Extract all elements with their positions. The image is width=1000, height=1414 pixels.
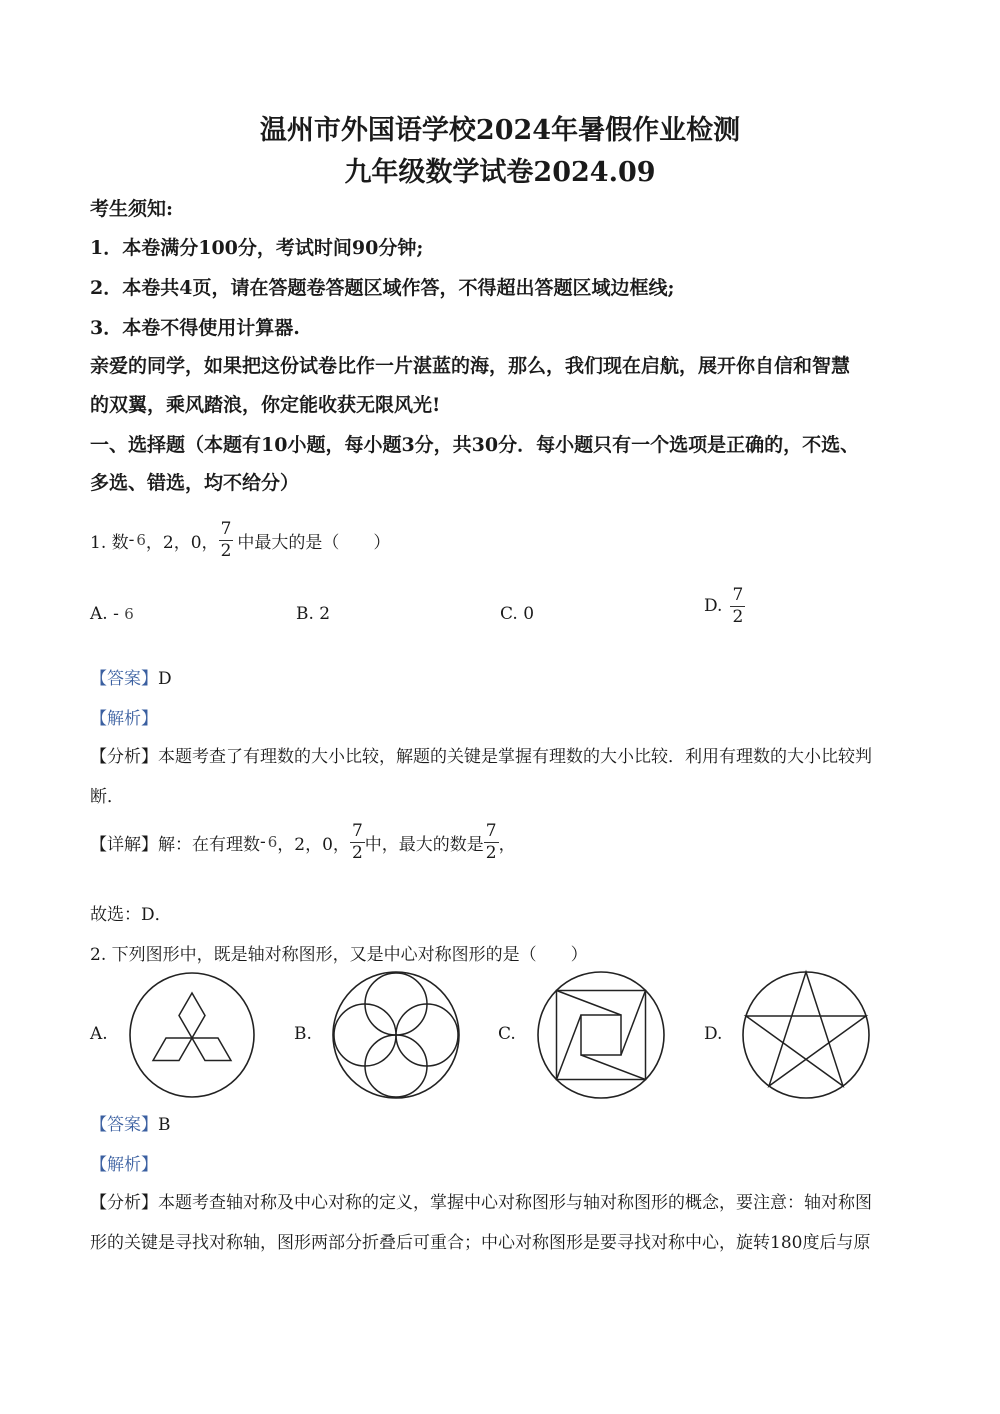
q2-stem: 2. 下列图形中，既是轴对称图形，又是中心对称图形的是（ ） [90, 945, 588, 965]
q1-xiangjie-den-1: 2 [351, 842, 363, 863]
q2-fenxi-tag: 【分析】 [90, 1193, 158, 1213]
q1-xiangjie-six: 6 [267, 833, 278, 851]
q1-option-d-num: 7 [732, 584, 744, 605]
q1-fenxi-line-1 [90, 742, 872, 767]
q1-fraction-num: 7 [220, 518, 232, 539]
q1-fraction [219, 518, 234, 561]
q1-xiangjie-num-2: 7 [485, 820, 497, 841]
q2-option-d-label: D. [704, 1024, 723, 1044]
q2-figure-c [536, 970, 666, 1100]
q1-xiangjie-tag: 【详解】 [90, 834, 158, 855]
q1-xiangjie-d: ， [498, 834, 516, 855]
q1-option-a [90, 604, 134, 624]
notice-item-1: 1．本卷满分100分，考试时间90分钟; [90, 237, 424, 259]
section-heading-line-1: 一、选择题（本题有10小题，每小题3分，共30分．每小题只有一个选项是正确的，不选、 [90, 434, 860, 456]
q2-analysis-tag: 【解析】 [90, 1155, 158, 1175]
q1-answer-value: D [158, 669, 172, 689]
q2-answer [90, 1110, 171, 1135]
encourage-line-1: 亲爱的同学，如果把这份试卷比作一片湛蓝的海，那么，我们现在启航，展开你自信和智慧 [90, 355, 851, 377]
q2-figure-a [127, 970, 257, 1100]
q1-xiangjie-minus: - [260, 832, 266, 852]
q1-xiangjie-c: 中，最大的数是 [364, 834, 484, 855]
q1-minus: - [128, 530, 135, 550]
q1-fenxi-tag: 【分析】 [90, 747, 158, 767]
q1-option-a-label: A. - [90, 604, 119, 624]
q2-figure-d [741, 970, 871, 1100]
q1-mid: ，2，0， [145, 532, 219, 553]
q2-fenxi-line-2: 形的关键是寻找对称轴，图形两部分折叠后可重合；中心对称图形是要寻找对称中心，旋转180度后与原 [90, 1233, 871, 1253]
q1-xiangjie-b: ，2，0， [277, 834, 350, 855]
encourage-line-2: 的双翼，乘风踏浪，你定能收获无限风光! [90, 394, 441, 416]
q1-option-d [704, 578, 745, 634]
q1-xiangjie-fraction-2 [484, 820, 499, 863]
q1-six: 6 [136, 531, 146, 549]
q1-xiangjie-den-2: 2 [485, 842, 497, 863]
q1-option-c: C. 0 [500, 604, 535, 624]
q2-fenxi-text-1: 本题考查轴对称及中心对称的定义，掌握中心对称图形与轴对称图形的概念，要注意：轴对称图 [158, 1193, 872, 1213]
section-heading-line-2: 多选、错选，均不给分） [90, 472, 300, 494]
q1-xiangjie-a: 解：在有理数 [158, 834, 260, 855]
q2-answer-tag: 【答案】 [90, 1115, 158, 1135]
q1-option-d-label: D. [704, 596, 723, 616]
notice-item-2: 2．本卷共4页，请在答题卷答题区域作答，不得超出答题区域边框线; [90, 277, 675, 299]
q2-option-c-label: C. [498, 1024, 516, 1044]
q2-answer-value: B [158, 1115, 171, 1135]
q1-fraction-den: 2 [220, 540, 232, 561]
q1-prefix: 1. 数 [90, 532, 129, 553]
q1-option-a-value: 6 [124, 605, 134, 623]
q1-option-b: B. 2 [296, 604, 331, 624]
q1-fenxi-line-2: 断． [90, 787, 124, 807]
q1-fenxi-text-1: 本题考查了有理数的大小比较，解题的关键是掌握有理数的大小比较．利用有理数的大小比较判 [158, 747, 872, 767]
exam-title-line1: 温州市外国语学校2024年暑假作业检测 [259, 115, 741, 146]
notice-item-3: 3．本卷不得使用计算器. [90, 317, 300, 339]
q1-xiangjie [90, 814, 516, 870]
q2-figure-b [331, 970, 461, 1100]
q1-guxuan: 故选：D． [90, 905, 172, 925]
q1-option-d-den: 2 [732, 606, 744, 627]
notice-heading: 考生须知: [90, 198, 174, 220]
exam-title-line2: 九年级数学试卷2024.09 [344, 157, 656, 188]
q1-answer [90, 664, 172, 689]
q1-xiangjie-num-1: 7 [351, 820, 363, 841]
q1-suffix: 中最大的是（ ） [237, 532, 391, 553]
q1-option-d-fraction [730, 584, 745, 627]
q1-xiangjie-fraction-1 [350, 820, 365, 863]
q2-option-a-label: A. [90, 1024, 108, 1044]
q2-fenxi-line-1 [90, 1188, 872, 1213]
q1-stem [90, 512, 390, 568]
q2-option-b-label: B. [294, 1024, 312, 1044]
q1-analysis-tag: 【解析】 [90, 709, 158, 729]
q1-answer-tag: 【答案】 [90, 669, 158, 689]
